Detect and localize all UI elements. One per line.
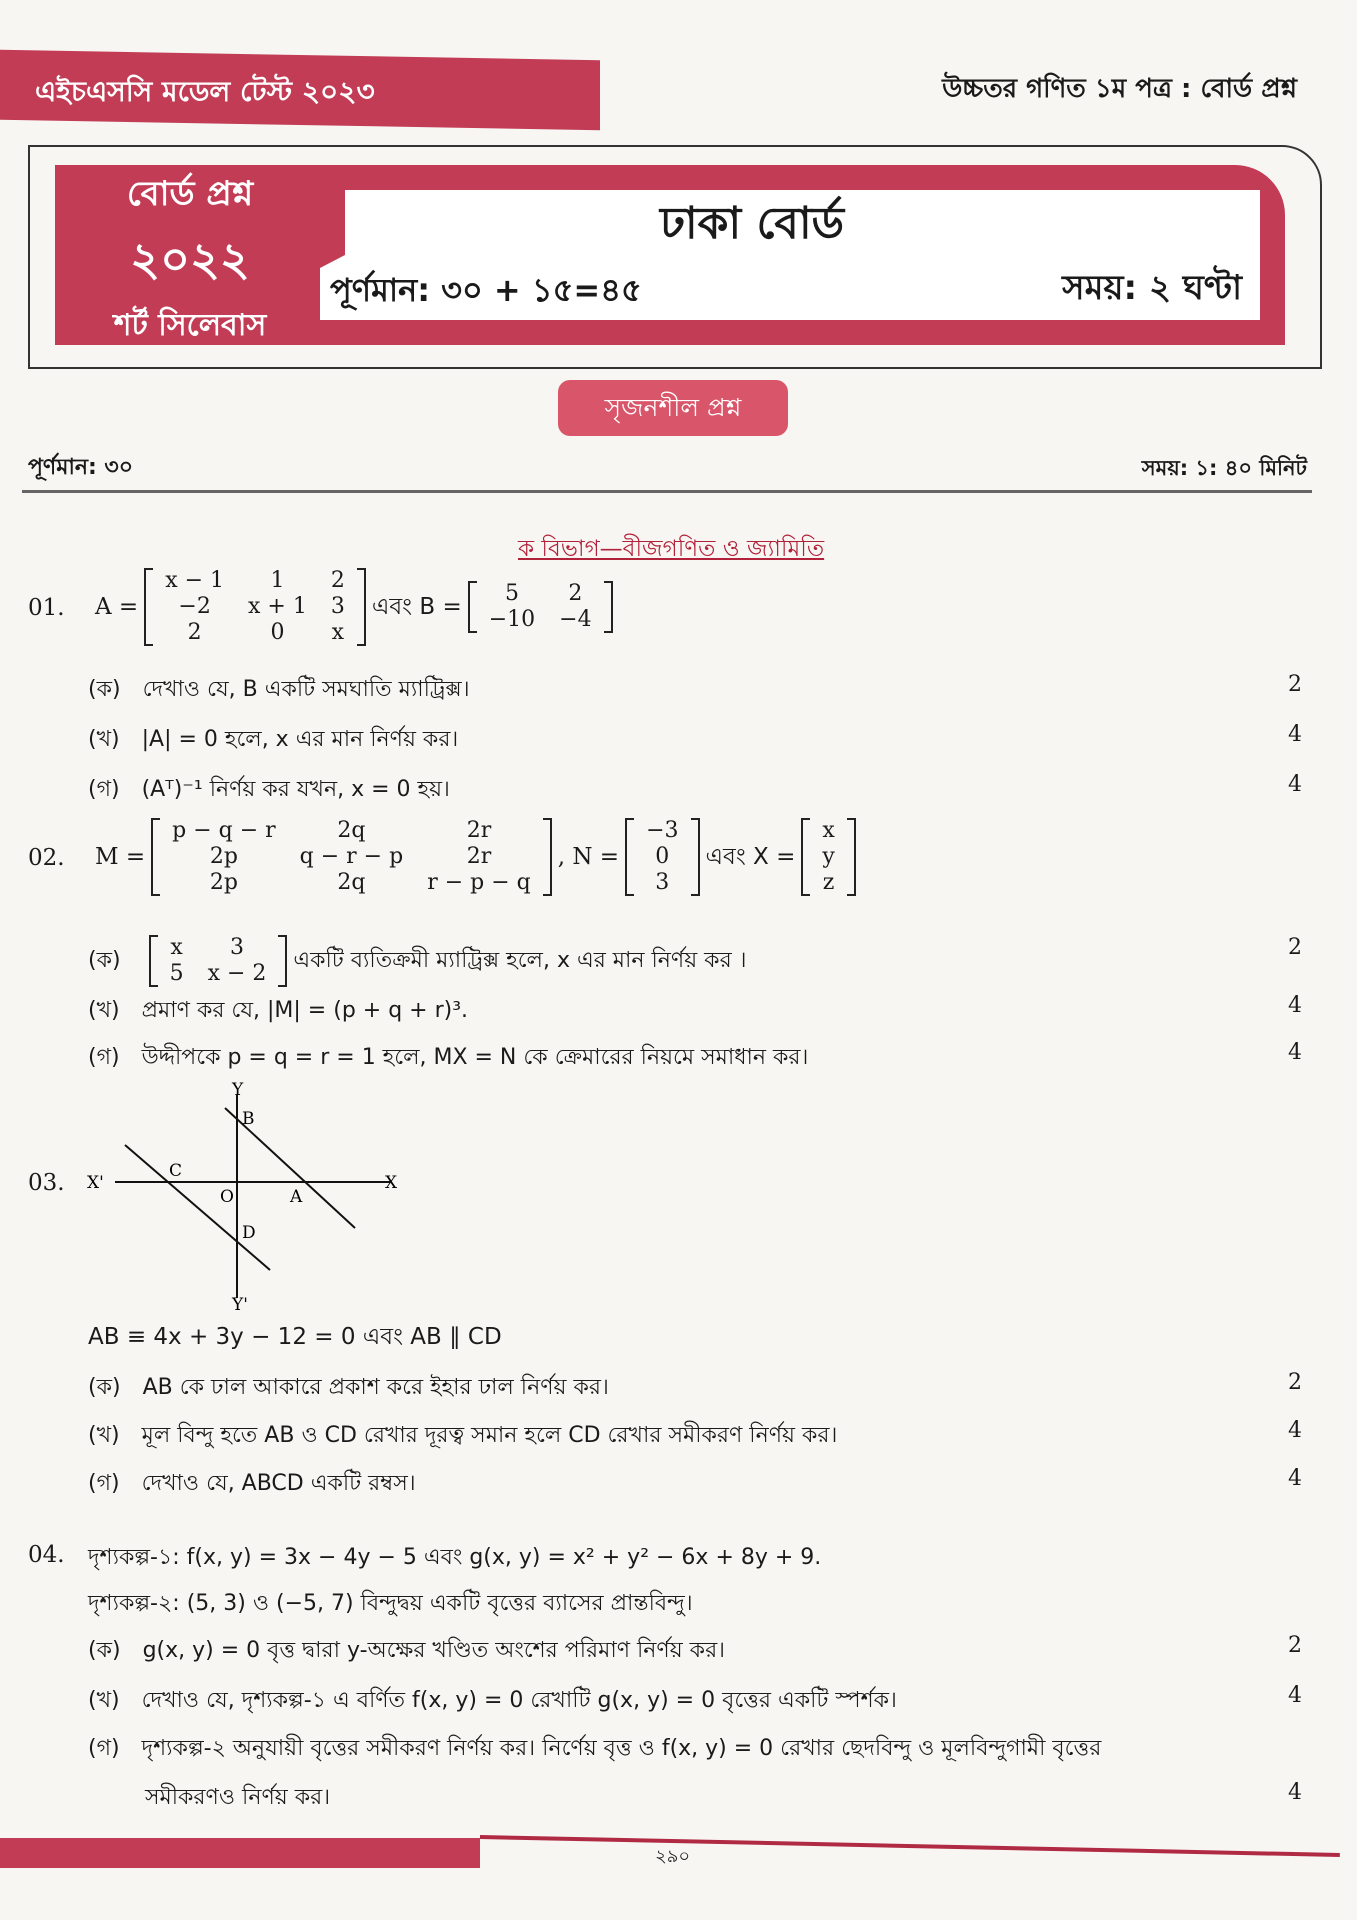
part-marks: 4	[1288, 1040, 1302, 1065]
footer-curve	[480, 1835, 1340, 1857]
matrix-cell: −4	[559, 607, 592, 632]
matrix-cell: −10	[488, 607, 536, 632]
matrix-label: এবং X =	[705, 843, 796, 870]
question-3-given: AB ≡ 4x + 3y − 12 = 0 এবং AB ∥ CD	[88, 1324, 502, 1350]
matrix-cell: x	[331, 620, 345, 645]
matrix-label: , N =	[557, 844, 620, 870]
part-marks: 4	[1288, 772, 1302, 797]
q2-part	[88, 935, 747, 987]
q2-part	[88, 993, 468, 1030]
matrix-a	[144, 568, 366, 646]
part-text: দেখাও যে, B একটি সমঘাতি ম্যাট্রিক্স।	[142, 677, 470, 702]
matrix-cell: 2	[568, 581, 583, 606]
part-text: মূল বিন্দু হতে AB ও CD রেখার দূরত্ব সমান হলে CD রেখার সমীকরণ নির্ণয় কর।	[141, 1423, 838, 1448]
matrix-cell: y	[822, 844, 835, 869]
part-marks: 4	[1288, 1418, 1302, 1443]
section-time: সময়: ১: ৪০ মিনিট	[1141, 456, 1307, 480]
matrix-cell: x	[822, 818, 835, 843]
full-marks: পূর্ণমান: ৩০ + ১৫=৪৫	[330, 271, 642, 309]
subject-title: উচ্চতর গণিত ১ম পত্র : বোর্ড প্রশ্ন	[942, 74, 1297, 104]
matrix-cell: 3	[655, 870, 670, 895]
q4-part	[88, 1633, 725, 1670]
part-marks: 2	[1288, 935, 1302, 960]
part-text: প্রমাণ কর যে, |M| = (p + q + r)³.	[141, 998, 469, 1023]
creative-question-pill: সৃজনশীল প্রশ্ন	[558, 380, 788, 436]
matrix-cell: 2q	[337, 818, 366, 843]
part-label: (ক)	[88, 947, 121, 973]
matrix-n	[625, 818, 699, 896]
part-label: (খ)	[88, 998, 120, 1023]
matrix-cell: 0	[270, 620, 285, 645]
part-label: (গ)	[88, 777, 120, 802]
matrix-cell: q − r − p	[299, 844, 404, 869]
matrix-cell: 5	[504, 581, 519, 606]
q3-part	[88, 1466, 416, 1503]
matrix-cell: 2	[330, 568, 345, 593]
matrix-cell: z	[822, 870, 835, 895]
matrix-cell: x − 1	[165, 568, 225, 593]
matrix-cell: r − p − q	[427, 870, 531, 895]
part-label: (ক)	[88, 677, 121, 702]
part-text: |A| = 0 হলে, x এর মান নির্ণয় কর।	[141, 727, 459, 752]
line-cd	[125, 1145, 270, 1270]
q4-part	[88, 1731, 1101, 1768]
part-marks: 4	[1288, 1683, 1302, 1708]
question-2-stem	[95, 818, 862, 896]
scenario-2: দৃশ্যকল্প-২: (5, 3) ও (−5, 7) বিন্দুদ্বয় একটি বৃত্তের ব্যাসের প্রান্তবিন্দু।	[88, 1591, 693, 1616]
conjunction: এবং B =	[371, 593, 462, 620]
q1-part	[88, 722, 458, 759]
badge-line: শর্ট সিলেবাস	[113, 308, 267, 343]
matrix-cell: 2q	[337, 870, 366, 895]
matrix-cell: x − 2	[207, 961, 267, 986]
matrix-cell: 3	[229, 935, 244, 960]
matrix-cell: p − q − r	[172, 818, 276, 843]
label-x: X	[385, 1173, 398, 1193]
matrix-b	[468, 581, 613, 633]
matrix-cell: 1	[270, 568, 285, 593]
question-number: 04.	[28, 1542, 65, 1568]
q1-part	[88, 672, 470, 709]
question-number: 02.	[28, 845, 65, 871]
matrix-cell: 2p	[209, 870, 238, 895]
part-label: (খ)	[88, 1688, 120, 1713]
part-marks: 4	[1288, 993, 1302, 1018]
part-label: (খ)	[88, 1423, 120, 1448]
line-figure	[85, 1080, 415, 1310]
badge-year: ২০২২	[130, 232, 250, 286]
matrix-x	[801, 818, 855, 896]
part-text: (Aᵀ)⁻¹ নির্ণয় কর যখন, x = 0 হয়।	[141, 777, 450, 802]
q1-part	[88, 772, 450, 809]
label-c: C	[169, 1161, 183, 1181]
part-label: (খ)	[88, 727, 120, 752]
label-o: O	[220, 1187, 234, 1207]
matrix-label: M =	[95, 844, 146, 870]
label-y: Y	[232, 1080, 244, 1100]
part-marks: 2	[1288, 1370, 1302, 1395]
question-number: 03.	[28, 1170, 65, 1196]
scenario-1: দৃশ্যকল্প-১: f(x, y) = 3x − 4y − 5 এবং g(x, y) = x² + y² − 6x + 8y + 9.	[88, 1545, 822, 1570]
part-label: (ক)	[88, 1638, 121, 1663]
part-label: (ক)	[88, 1375, 121, 1400]
matrix-cell: 0	[655, 844, 670, 869]
part-text: দেখাও যে, দৃশ্যকল্প-১ এ বর্ণিত f(x, y) = 0 রেখাটি g(x, y) = 0 বৃত্তের একটি স্পর্শক।	[141, 1688, 897, 1713]
matrix-cell: −3	[646, 818, 679, 843]
board-name: ঢাকা বোর্ড	[660, 198, 844, 249]
matrix-cell: 2	[187, 620, 202, 645]
label-b: B	[242, 1109, 255, 1129]
part-text: AB কে ঢাল আকারে প্রকাশ করে ইহার ঢাল নির্ণয় কর।	[142, 1375, 609, 1400]
q4-part	[88, 1683, 897, 1720]
footer-band	[0, 1838, 480, 1868]
page-number: ২৯০	[655, 1846, 691, 1867]
matrix-label: A =	[95, 594, 139, 620]
series-title: এইচএসসি মডেল টেস্ট ২০২৩	[35, 75, 375, 108]
matrix-m	[151, 818, 552, 896]
section-title: ক বিভাগ—বীজগণিত ও জ্যামিতি	[518, 536, 825, 562]
label-y-prime: Y'	[232, 1295, 248, 1310]
matrix-cell: 3	[330, 594, 345, 619]
part-marks: 4	[1288, 722, 1302, 747]
q3-part	[88, 1370, 609, 1407]
matrix-cell: x	[170, 935, 183, 960]
question-4-part-c-cont: সমীকরণও নির্ণয় কর।	[145, 1785, 331, 1810]
part-text: দৃশ্যকল্প-২ অনুযায়ী বৃত্তের সমীকরণ নির্ণয় কর। নির্ণেয় বৃত্ত ও f(x, y) = 0 রেখার ছেদবিন্দু ও মূলবিন্দুগামী বৃত্তের	[141, 1736, 1102, 1761]
label-x-prime: X'	[87, 1173, 104, 1193]
matrix-cell: 2r	[466, 844, 492, 869]
matrix-cell: 5	[169, 961, 184, 986]
part-text: দেখাও যে, ABCD একটি রম্বস।	[141, 1471, 416, 1496]
question-number: 01.	[28, 595, 65, 621]
part-label: (গ)	[88, 1736, 120, 1761]
section-marks: পূর্ণমান: ৩০	[28, 455, 134, 480]
part-label: (গ)	[88, 1471, 120, 1496]
divider	[22, 490, 1312, 493]
part-text: উদ্দীপকে p = q = r = 1 হলে, MX = N কে ক্রেমারের নিয়মে সমাধান কর।	[141, 1045, 809, 1070]
matrix-cell: 2p	[209, 844, 238, 869]
part-label: (গ)	[88, 1045, 120, 1070]
matrix-cell: 2r	[466, 818, 492, 843]
part-text: একটি ব্যতিক্রমী ম্যাট্রিক্স হলে, x এর মান নির্ণয় কর ।	[293, 947, 747, 973]
matrix-cell: −2	[178, 594, 211, 619]
part-text: g(x, y) = 0 বৃত্ত দ্বারা y-অক্ষের খণ্ডিত অংশের পরিমাণ নির্ণয় কর।	[142, 1638, 726, 1663]
q2-part	[88, 1040, 808, 1077]
part-marks: 2	[1288, 1633, 1302, 1658]
board-question-badge	[70, 168, 310, 352]
matrix-ka	[149, 935, 288, 987]
label-a: A	[290, 1187, 303, 1207]
part-marks: 4	[1288, 1466, 1302, 1491]
part-marks: 2	[1288, 672, 1302, 697]
badge-line: বোর্ড প্রশ্ন	[126, 174, 254, 214]
part-marks: 4	[1288, 1780, 1302, 1805]
question-1-stem	[95, 568, 619, 646]
label-d: D	[242, 1223, 256, 1243]
q3-part	[88, 1418, 837, 1455]
matrix-cell: x + 1	[248, 594, 307, 619]
total-time: সময়: ২ ঘণ্টা	[1062, 268, 1242, 308]
